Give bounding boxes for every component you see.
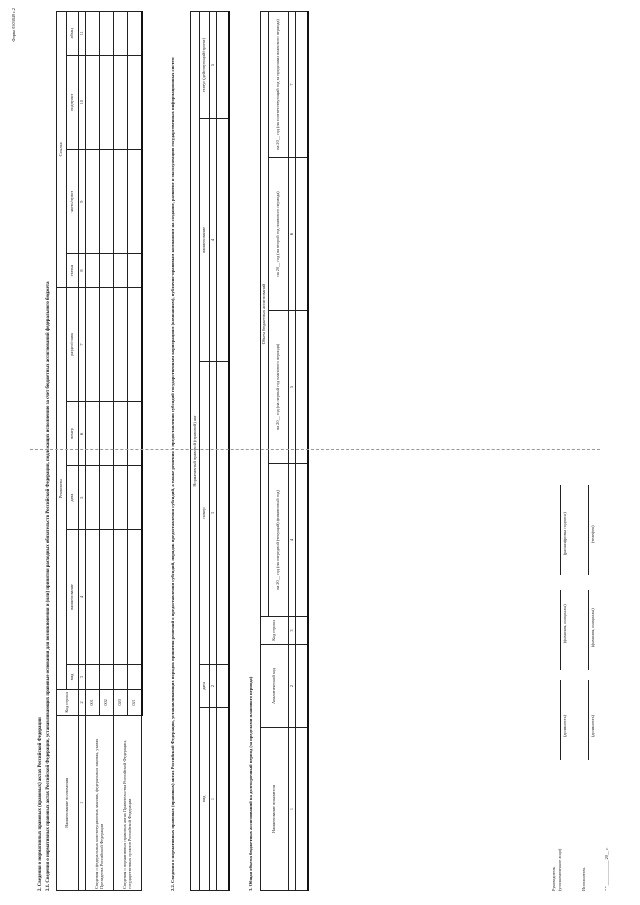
- col-date-header: дата: [67, 466, 79, 530]
- col-code-header: Код строки: [57, 690, 79, 715]
- num-cell: 1: [210, 708, 217, 891]
- num-cell: 9: [79, 149, 86, 253]
- col-status-header: статус (действующий/проект): [200, 12, 210, 119]
- col-name-header: наименование: [200, 119, 210, 362]
- col-name2-header: наименование: [67, 530, 79, 665]
- col-volume-header: Объем бюджетных ассигнований: [261, 12, 269, 617]
- table-3: [260, 11, 309, 891]
- col-year3-header: на 20__ год (на соответствующий год за пределами планового периода): [269, 12, 289, 158]
- row-name-laws: Сведения о федеральных конституционных законах, федеральных законах, указах Президента Российской Федерации: [86, 715, 114, 890]
- head-position-line[interactable]: [560, 680, 561, 760]
- col-year2-header: на 20__ год (на второй год планового периода): [269, 158, 289, 311]
- col-rowcode-header: Код строки: [261, 617, 289, 645]
- col-subpart-header: подпункт: [67, 55, 79, 149]
- table-2-1: [56, 11, 143, 891]
- section2-title: 2. Сведения о нормативных правовых (правовых) актах Российской Федерации: [38, 717, 43, 891]
- scan-artifact-line: [30, 449, 600, 450]
- date-line: " " ____________ 20__ г.: [604, 847, 609, 891]
- num-cell: 4: [289, 464, 296, 617]
- col-year1-header: на 20__ год (на первый год планового периода): [269, 311, 289, 464]
- executor-name-caption: (фамилия, инициалы): [590, 608, 595, 647]
- head-decode-caption: (расшифровка подписи): [562, 512, 567, 555]
- row-code: 001: [86, 690, 100, 715]
- table-2-2: [190, 11, 230, 891]
- head-signature-line[interactable]: [560, 590, 561, 670]
- executor-label: Исполнитель: [581, 867, 586, 891]
- executor-phone-caption: (телефон): [590, 525, 595, 543]
- head-position-caption: (должность): [562, 715, 567, 737]
- head-label: Руководитель: [551, 866, 556, 891]
- col-requisites-header: Реквизиты: [57, 287, 67, 689]
- num-cell: 3: [289, 617, 296, 645]
- num-cell: 1: [289, 728, 296, 891]
- row-code: 021: [128, 690, 142, 715]
- col-indicator-header: Наименование показателя: [261, 728, 289, 891]
- num-cell: 5: [79, 466, 86, 530]
- num-cell: 11: [79, 12, 86, 56]
- head-signature-caption: (фамилия, инициалы): [562, 604, 567, 643]
- num-cell: 6: [289, 158, 296, 311]
- col-date-header: дата: [200, 665, 210, 708]
- col-section-header: раздел/глава: [67, 287, 79, 402]
- num-cell: 10: [79, 55, 86, 149]
- col-part-header: часть/пункт: [67, 149, 79, 253]
- num-cell: 5: [210, 12, 217, 119]
- col-act-header: Нормативный правовой (правовой) акт: [191, 12, 200, 891]
- section22-title: 2.2. Сведения о нормативных правовых (правовых) актах Российской Федерации, устанавливающих порядок принятия решений о предоставлении субсидий, порядок предоставления субсидий, а также решения о предоставлении субсидий государственным корпорациям (компаниям), публично-правовым компаниям на создание, развитие и эксплуатацию государственных информационных систем: [170, 57, 175, 891]
- col-article-header: статья: [67, 254, 79, 287]
- form-number: Форма 0503849 с.2: [11, 8, 16, 42]
- row-name-government: Сведения о нормативных правовых актах Правительства Российской Федерации, государственных органов Российской Федерации: [114, 715, 142, 890]
- num-cell: 2: [289, 645, 296, 728]
- num-cell: 3: [210, 362, 217, 665]
- executor-name-line[interactable]: [588, 590, 589, 670]
- row-code: 020: [114, 690, 128, 715]
- col-number-header: номер: [200, 362, 210, 665]
- num-cell: 4: [79, 530, 86, 665]
- col-analytic-header: Аналитический код: [261, 645, 289, 728]
- executor-position-line[interactable]: [588, 680, 589, 760]
- row-code: 002: [100, 690, 114, 715]
- executor-position-caption: (должность): [590, 715, 595, 737]
- num-cell: 2: [79, 690, 86, 715]
- num-cell: 2: [210, 665, 217, 708]
- executor-phone-line[interactable]: [588, 485, 589, 575]
- num-cell: 7: [289, 12, 296, 158]
- num-cell: 3: [79, 664, 86, 689]
- col-para-header: абзац: [67, 12, 79, 56]
- col-link-header: Ссылка: [57, 12, 67, 288]
- col-type-header: вид: [200, 708, 210, 891]
- col-year0-header: на 20__ год (на очередной (текущий) финансовый год): [269, 464, 289, 617]
- col-name-header: Наименование полномочия: [57, 715, 79, 890]
- section3-title: 3. Общая объема бюджетных ассигнований на долгосрочный период (за пределами планового периода): [248, 676, 253, 891]
- col-number-header: номер: [67, 402, 79, 466]
- num-cell: 6: [79, 402, 86, 466]
- head-sub-label: (уполномоченное лицо): [557, 848, 562, 891]
- num-cell: 1: [79, 715, 86, 890]
- num-cell: 5: [289, 311, 296, 464]
- section21-title: 2.1. Сведения о нормативных правовых актах Российской Федерации, устанавливающих правовые основания для возникновения и (или) принятия расходных обязательств Российской Федерации, подлежащих исполнению за счет бюджетных ассигнований федерального бюджета: [46, 281, 51, 891]
- col-type-header: вид: [67, 664, 79, 689]
- num-cell: 8: [79, 254, 86, 287]
- num-cell: 4: [210, 119, 217, 362]
- head-decode-line[interactable]: [560, 485, 561, 575]
- num-cell: 7: [79, 287, 86, 402]
